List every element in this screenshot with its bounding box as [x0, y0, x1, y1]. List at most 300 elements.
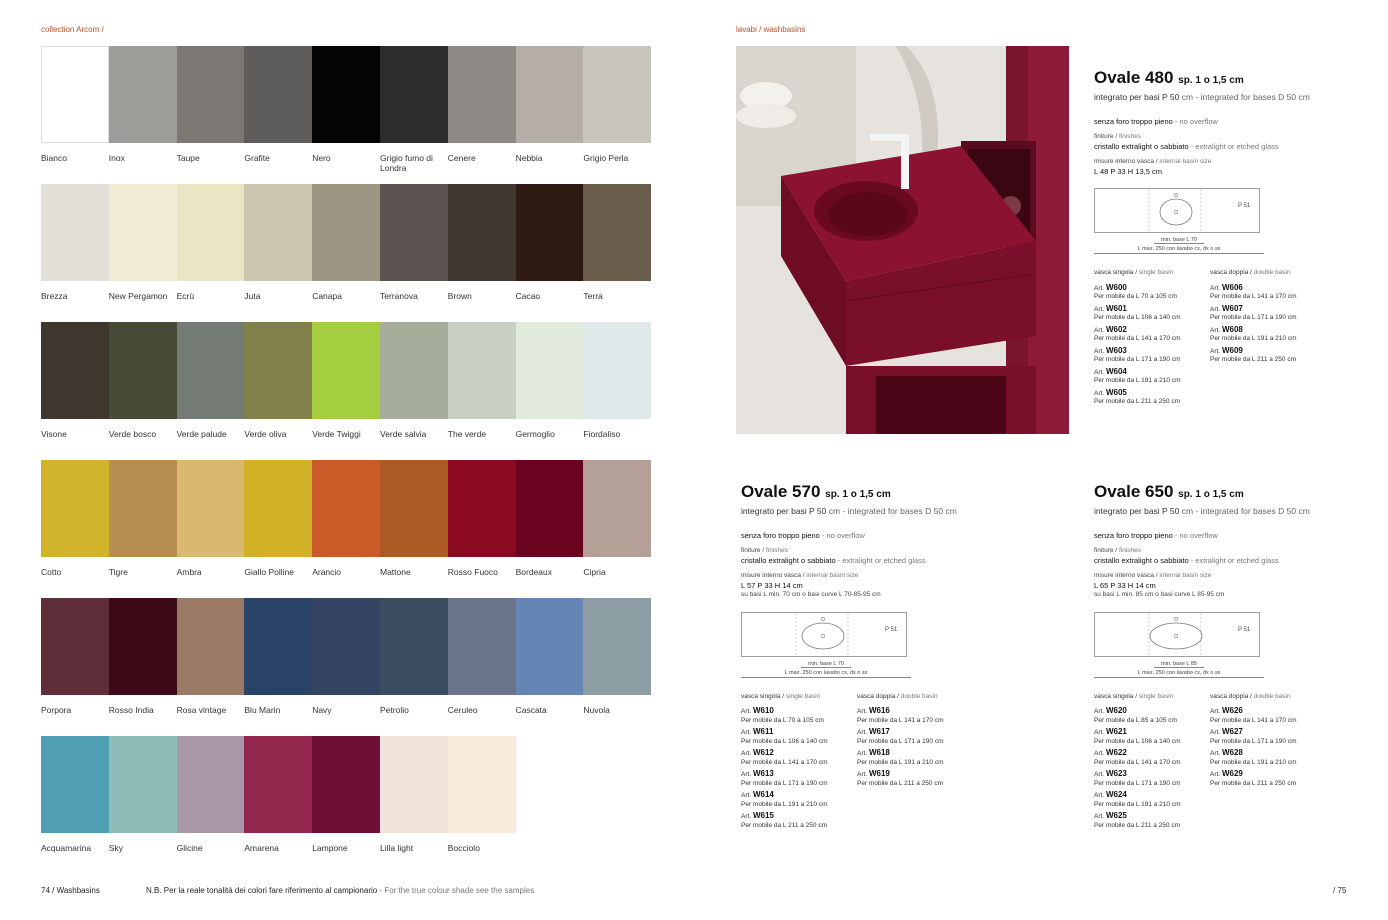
color-swatch	[448, 46, 516, 143]
article-code: W620	[1105, 706, 1127, 715]
size-note: su basi L min. 85 cm o basi curve L 85-95 cm	[1094, 591, 1225, 598]
page-number-right: / 75	[1333, 886, 1347, 895]
article-item	[741, 812, 851, 830]
swatch-name: Germoglio	[515, 429, 555, 439]
finish-it: cristallo extralight o sabbiato	[741, 555, 836, 565]
article-prefix: Art.	[1094, 792, 1105, 799]
swatch-name: Visone	[41, 429, 67, 439]
base-dimensions	[1094, 236, 1264, 258]
color-swatch	[312, 736, 380, 833]
product-ovale-570	[741, 482, 1011, 832]
overflow-info	[741, 531, 1011, 541]
double-basin-label-it: vasca doppia /	[1210, 692, 1254, 700]
basin-diagram	[1094, 612, 1284, 660]
swatch-row	[41, 460, 652, 598]
subtitle-it: integrato per basi P 50	[741, 506, 827, 516]
article-prefix: Art.	[741, 771, 752, 778]
article-desc: Per mobile da L 141 a 170 cm	[857, 716, 944, 724]
single-basin-label-en: single basin	[1138, 692, 1174, 700]
article-code: W626	[1221, 706, 1243, 715]
article-item	[1094, 791, 1204, 809]
overflow-info	[1094, 117, 1364, 127]
swatch-name: Sky	[108, 843, 123, 853]
swatch-row	[41, 46, 652, 184]
finish-info	[1094, 132, 1364, 151]
product-subtitle	[1094, 93, 1364, 103]
basin-diagram	[1094, 188, 1284, 236]
size-label-it: misure interno vasca /	[1094, 158, 1160, 165]
article-prefix: Art.	[1094, 729, 1105, 736]
article-desc: Per mobile da L 171 a 190 cm	[857, 737, 944, 745]
article-item	[1210, 707, 1320, 725]
article-prefix: Art.	[857, 750, 868, 757]
single-basin-column	[1094, 268, 1204, 410]
color-swatch	[380, 322, 448, 419]
color-swatch	[177, 598, 245, 695]
size-label-it: misure interno vasca /	[1094, 572, 1160, 579]
color-swatch	[41, 736, 109, 833]
subtitle-en: - integrated for bases D 50 cm	[1193, 92, 1310, 102]
swatch-row	[41, 322, 652, 460]
article-desc: Per mobile da L 141 a 170 cm	[1210, 716, 1297, 724]
article-code: W608	[1221, 324, 1243, 334]
color-swatch	[177, 322, 245, 419]
article-item	[1094, 389, 1204, 407]
finish-label-it: finiture /	[741, 547, 766, 554]
article-item	[857, 770, 967, 788]
finish-label-en: finishes	[1118, 547, 1141, 554]
article-prefix: Art.	[857, 771, 868, 778]
article-prefix: Art.	[1094, 368, 1105, 376]
overflow-en: - no overflow	[1172, 530, 1218, 540]
basin-diagram	[741, 612, 931, 660]
article-code: W627	[1221, 727, 1243, 736]
color-swatch	[583, 598, 651, 695]
article-codes	[1094, 268, 1364, 408]
article-code: W612	[752, 748, 774, 757]
swatch-name: Mattone	[380, 567, 411, 577]
swatch-name: Porpora	[41, 705, 72, 715]
swatch-name: Cotto	[41, 567, 62, 577]
base-dimensions	[1094, 660, 1264, 682]
basin-size: L 65 P 33 H 14 cm	[1094, 580, 1156, 590]
product-photo	[736, 46, 1069, 434]
size-label-en: internal basin size	[806, 572, 859, 579]
color-swatch	[312, 184, 380, 281]
article-prefix: Art.	[857, 708, 868, 715]
article-codes	[741, 692, 1011, 832]
double-basin-column	[1210, 692, 1320, 792]
article-codes	[1094, 692, 1364, 832]
color-swatch	[516, 460, 584, 557]
article-prefix: Art.	[1094, 813, 1105, 820]
swatch-row	[41, 736, 652, 874]
max-base-label: L max. 250 con lavabo cx, dx o sx	[784, 669, 868, 676]
article-item	[1210, 728, 1320, 746]
finish-label-en: finishes	[1118, 133, 1141, 140]
color-swatch	[109, 598, 177, 695]
article-code: W617	[868, 727, 890, 736]
article-desc: Per mobile da L 191 a 210 cm	[1094, 800, 1181, 808]
min-base-label: min. base L 85	[1161, 660, 1197, 667]
p51-label: P 51	[885, 626, 898, 633]
article-prefix: Art.	[741, 792, 752, 799]
swatch-name: Ecrù	[176, 291, 195, 301]
product-name: Ovale 570	[741, 482, 821, 501]
size-label-it: misure interno vasca /	[741, 572, 807, 579]
color-swatch	[41, 184, 109, 281]
double-basin-label-it: vasca doppia /	[1210, 269, 1254, 276]
color-swatch	[41, 460, 109, 557]
product-thickness: sp. 1 o 1,5 cm	[1178, 75, 1244, 86]
article-code: W604	[1105, 366, 1127, 376]
swatch-name: Ceruleo	[447, 705, 478, 715]
article-code: W629	[1221, 769, 1243, 778]
swatch-name: Juta	[244, 291, 261, 301]
article-item	[1094, 368, 1204, 386]
swatch-name: Cipria	[583, 567, 606, 577]
color-swatch	[109, 184, 177, 281]
color-swatch-grid	[41, 46, 652, 874]
max-base-label: L max. 250 con lavabo cx, dx o sx	[1137, 669, 1221, 676]
article-code: W610	[752, 706, 774, 715]
swatch-name: Fiordaliso	[583, 429, 621, 439]
swatch-name: Giallo Polline	[244, 567, 295, 577]
article-item	[741, 770, 851, 788]
article-desc: Per mobile da L 211 a 250 cm	[857, 779, 943, 787]
swatch-name: Canapa	[312, 291, 342, 301]
swatch-name: Blu Marin	[244, 705, 281, 715]
article-desc: Per mobile da L 191 a 210 cm	[1210, 758, 1297, 766]
swatch-name: Tigre	[108, 567, 128, 577]
finish-info	[741, 546, 1011, 565]
article-prefix: Art.	[1094, 347, 1105, 355]
article-desc: Per mobile da L 70 a 105 cm	[1094, 293, 1177, 300]
article-prefix: Art.	[1210, 729, 1221, 736]
article-desc: Per mobile da L 211 a 250 cm	[1210, 356, 1296, 363]
article-code: W621	[1105, 727, 1127, 736]
product-title	[741, 482, 1011, 505]
size-label-en: internal basin size	[1159, 158, 1212, 165]
swatch-name: Petrolio	[380, 705, 409, 715]
size-info	[741, 571, 1011, 600]
color-swatch	[312, 46, 380, 143]
swatch-name: Terranova	[380, 291, 418, 301]
article-code: W600	[1105, 282, 1127, 292]
article-code: W625	[1105, 811, 1127, 820]
swatch-name: Bordeaux	[515, 567, 552, 577]
article-code: W602	[1105, 324, 1127, 334]
finish-label-en: finishes	[765, 547, 788, 554]
article-prefix: Art.	[1094, 305, 1105, 313]
article-desc: Per mobile da L 211 a 250 cm	[1094, 821, 1180, 829]
basin-size: L 48 P 33 H 13,5 cm	[1094, 166, 1162, 176]
color-swatch	[177, 184, 245, 281]
color-swatch	[244, 46, 312, 143]
article-prefix: Art.	[1094, 750, 1105, 757]
double-basin-label-it: vasca doppia /	[857, 692, 901, 700]
article-code: W619	[868, 769, 890, 778]
swatch-name: Nebbia	[515, 153, 543, 163]
swatch-name: Verde salvia	[380, 429, 427, 439]
swatch-name: Cacao	[515, 291, 541, 301]
swatch-name: Grigio Perla	[583, 153, 629, 163]
subtitle-unit: cm	[828, 506, 841, 516]
color-swatch	[583, 184, 651, 281]
color-swatch	[244, 598, 312, 695]
color-swatch	[312, 460, 380, 557]
swatch-name: Brezza	[41, 291, 68, 301]
overflow-en: - no overflow	[819, 530, 865, 540]
swatch-name: Verde palude	[176, 429, 227, 439]
article-desc: Per mobile da L 211 a 250 cm	[1094, 398, 1180, 405]
p51-label: P 51	[1238, 626, 1251, 633]
finish-en: - extralight or etched glass	[835, 555, 926, 565]
single-basin-column	[741, 692, 851, 834]
article-prefix: Art.	[741, 708, 752, 715]
article-item	[1094, 707, 1204, 725]
swatch-name: Verde Twiggi	[312, 429, 361, 439]
single-basin-label-it: vasca singola /	[741, 692, 786, 700]
min-base-label: min. base L 70	[1161, 237, 1197, 243]
article-prefix: Art.	[741, 750, 752, 757]
article-desc: Per mobile da L 85 a 105 cm	[1094, 716, 1177, 724]
article-item	[1094, 728, 1204, 746]
article-code: W601	[1105, 303, 1127, 313]
breadcrumb-left: collection Arcom /	[41, 25, 104, 34]
article-desc: Per mobile da L 171 a 190 cm	[741, 779, 828, 787]
overflow-en: - no overflow	[1172, 116, 1218, 126]
basin-top-view	[741, 612, 931, 660]
color-swatch	[448, 460, 516, 557]
overflow-it: senza foro troppo pieno	[1094, 116, 1173, 126]
single-basin-label-it: vasca singola /	[1094, 692, 1139, 700]
color-swatch	[583, 46, 651, 143]
footer-note-it: N.B. Per la reale tonalità dei colori fare riferimento al campionario	[146, 886, 378, 895]
subtitle-en: - integrated for bases D 50 cm	[1193, 506, 1310, 516]
article-desc: Per mobile da L 171 a 190 cm	[1210, 737, 1297, 745]
color-swatch	[516, 598, 584, 695]
article-desc: Per mobile da L 106 a 140 cm	[1094, 314, 1181, 321]
page-number-left: 74 / Washbasins	[41, 886, 100, 895]
finish-label-it: finiture /	[1094, 547, 1119, 554]
product-title	[1094, 68, 1364, 91]
basin-size: L 57 P 33 H 14 cm	[741, 580, 803, 590]
product-subtitle	[741, 507, 1011, 517]
color-swatch	[380, 46, 448, 143]
article-prefix: Art.	[1210, 771, 1221, 778]
swatch-name: Nero	[312, 153, 331, 163]
swatch-name: Grafite	[244, 153, 270, 163]
article-code: W624	[1105, 790, 1127, 799]
article-item	[1094, 812, 1204, 830]
color-swatch	[448, 184, 516, 281]
color-swatch	[516, 184, 584, 281]
color-swatch	[244, 736, 312, 833]
article-item	[1210, 284, 1320, 302]
swatch-name: Lilla light	[380, 843, 414, 853]
product-thickness: sp. 1 o 1,5 cm	[825, 489, 891, 500]
swatch-name: Rosa vintage	[176, 705, 227, 715]
article-code: W623	[1105, 769, 1127, 778]
article-desc: Per mobile da L 171 a 190 cm	[1094, 779, 1181, 787]
article-code: W622	[1105, 748, 1127, 757]
size-info	[1094, 571, 1364, 600]
article-desc: Per mobile da L 211 a 250 cm	[741, 821, 827, 829]
article-item	[741, 749, 851, 767]
article-prefix: Art.	[1210, 305, 1221, 313]
article-code: W613	[752, 769, 774, 778]
product-ovale-480	[1094, 68, 1364, 408]
color-swatch	[516, 322, 584, 419]
article-prefix: Art.	[1210, 347, 1221, 355]
article-code: W614	[752, 790, 774, 799]
finish-it: cristallo extralight o sabbiato	[1094, 555, 1189, 565]
article-desc: Per mobile da L 106 a 140 cm	[1094, 737, 1181, 745]
swatch-name: Bianco	[41, 153, 67, 163]
swatch-name: Rosso Fuoco	[447, 567, 498, 577]
article-code: W611	[752, 727, 774, 736]
product-name: Ovale 480	[1094, 68, 1174, 87]
color-swatch	[109, 322, 177, 419]
article-prefix: Art.	[1210, 326, 1221, 334]
article-prefix: Art.	[1094, 389, 1105, 397]
min-base-label: min. base L 70	[808, 660, 844, 667]
swatch-name: Rosso India	[108, 705, 154, 715]
article-item	[1094, 749, 1204, 767]
article-desc: Per mobile da L 141 a 170 cm	[1094, 335, 1181, 342]
product-title	[1094, 482, 1364, 505]
double-basin-column	[857, 692, 967, 792]
swatch-name: Nuvola	[583, 705, 610, 715]
color-swatch	[448, 322, 516, 419]
article-prefix: Art.	[1094, 284, 1105, 292]
color-swatch	[448, 736, 516, 833]
article-prefix: Art.	[1094, 708, 1105, 715]
swatch-name: Amarena	[244, 843, 279, 853]
swatch-name: Acquamarina	[41, 843, 92, 853]
article-desc: Per mobile da L 141 a 170 cm	[741, 758, 828, 766]
product-name: Ovale 650	[1094, 482, 1174, 501]
size-note: su basi L min. 70 cm o basi curve L 70-85-95 cm	[741, 591, 881, 598]
color-swatch	[244, 322, 312, 419]
article-code: W628	[1221, 748, 1243, 757]
overflow-it: senza foro troppo pieno	[1094, 530, 1173, 540]
product-thickness: sp. 1 o 1,5 cm	[1178, 489, 1244, 500]
subtitle-it: integrato per basi P 50	[1094, 506, 1180, 516]
swatch-name: Glicine	[176, 843, 203, 853]
article-prefix: Art.	[741, 813, 752, 820]
single-basin-label-it: vasca singola /	[1094, 269, 1139, 276]
size-info	[1094, 157, 1364, 176]
subtitle-unit: cm	[1181, 506, 1194, 516]
single-basin-label-en: single basin	[785, 692, 821, 700]
product-subtitle	[1094, 507, 1364, 517]
article-desc: Per mobile da L 141 a 170 cm	[1210, 293, 1297, 300]
color-swatch	[177, 736, 245, 833]
swatch-name: Grigio fumo di Londra	[380, 153, 433, 173]
color-swatch	[177, 460, 245, 557]
p51-label: P 51	[1238, 203, 1251, 209]
max-base-label: L max. 250 con lavabo cx, dx o sx	[1137, 246, 1221, 252]
article-item	[741, 728, 851, 746]
swatch-name: Lampone	[312, 843, 348, 853]
swatch-name: Taupe	[176, 153, 200, 163]
finish-en: - extralight or etched glass	[1188, 141, 1279, 151]
swatch-name: New Pergamon	[108, 291, 168, 301]
color-swatch	[312, 598, 380, 695]
color-swatch	[583, 460, 651, 557]
color-swatch	[41, 322, 109, 419]
article-desc: Per mobile da L 70 a 105 cm	[741, 716, 824, 724]
finish-en: - extralight or etched glass	[1188, 555, 1279, 565]
overflow-it: senza foro troppo pieno	[741, 530, 820, 540]
article-item	[1210, 770, 1320, 788]
article-prefix: Art.	[1210, 284, 1221, 292]
article-desc: Per mobile da L 141 a 170 cm	[1094, 758, 1181, 766]
article-code: W607	[1221, 303, 1243, 313]
color-swatch	[109, 46, 177, 143]
double-basin-label-en: double basin	[900, 692, 938, 700]
base-dimensions	[741, 660, 911, 682]
article-code: W603	[1105, 345, 1127, 355]
article-item	[1210, 749, 1320, 767]
color-swatch	[380, 460, 448, 557]
basin-top-view	[1094, 188, 1284, 236]
finish-info	[1094, 546, 1364, 565]
article-item	[1094, 305, 1204, 323]
swatch-name: Terra	[583, 291, 603, 301]
color-swatch	[41, 46, 109, 143]
article-prefix: Art.	[1094, 326, 1105, 334]
swatch-name: Arancio	[312, 567, 342, 577]
article-item	[1210, 347, 1320, 365]
washbasin-photo-illustration	[736, 46, 1069, 434]
color-swatch	[244, 184, 312, 281]
article-item	[857, 749, 967, 767]
color-swatch	[380, 184, 448, 281]
article-desc: Per mobile da L 191 a 210 cm	[741, 800, 828, 808]
color-swatch	[244, 460, 312, 557]
swatch-name: Navy	[312, 705, 332, 715]
article-prefix: Art.	[1210, 750, 1221, 757]
subtitle-it: integrato per basi P 50	[1094, 92, 1180, 102]
color-swatch	[177, 46, 245, 143]
color-swatch	[583, 322, 651, 419]
color-swatch	[516, 46, 584, 143]
article-code: W609	[1221, 345, 1243, 355]
article-desc: Per mobile da L 211 a 250 cm	[1210, 779, 1296, 787]
article-code: W615	[752, 811, 774, 820]
article-item	[1210, 326, 1320, 344]
article-prefix: Art.	[1094, 771, 1105, 778]
size-label-en: internal basin size	[1159, 572, 1212, 579]
double-basin-label-en: double basin	[1253, 269, 1291, 276]
double-basin-label-en: double basin	[1253, 692, 1291, 700]
color-swatch	[41, 598, 109, 695]
subtitle-unit: cm	[1181, 92, 1194, 102]
article-desc: Per mobile da L 171 a 190 cm	[1210, 314, 1297, 321]
swatch-name: Verde bosco	[108, 429, 157, 439]
swatch-name: Cascata	[515, 705, 547, 715]
article-item	[1210, 305, 1320, 323]
product-ovale-650	[1094, 482, 1364, 832]
color-swatch	[448, 598, 516, 695]
color-swatch	[380, 598, 448, 695]
swatch-name: Verde oliva	[244, 429, 287, 439]
color-swatch	[312, 322, 380, 419]
article-code: W606	[1221, 282, 1243, 292]
